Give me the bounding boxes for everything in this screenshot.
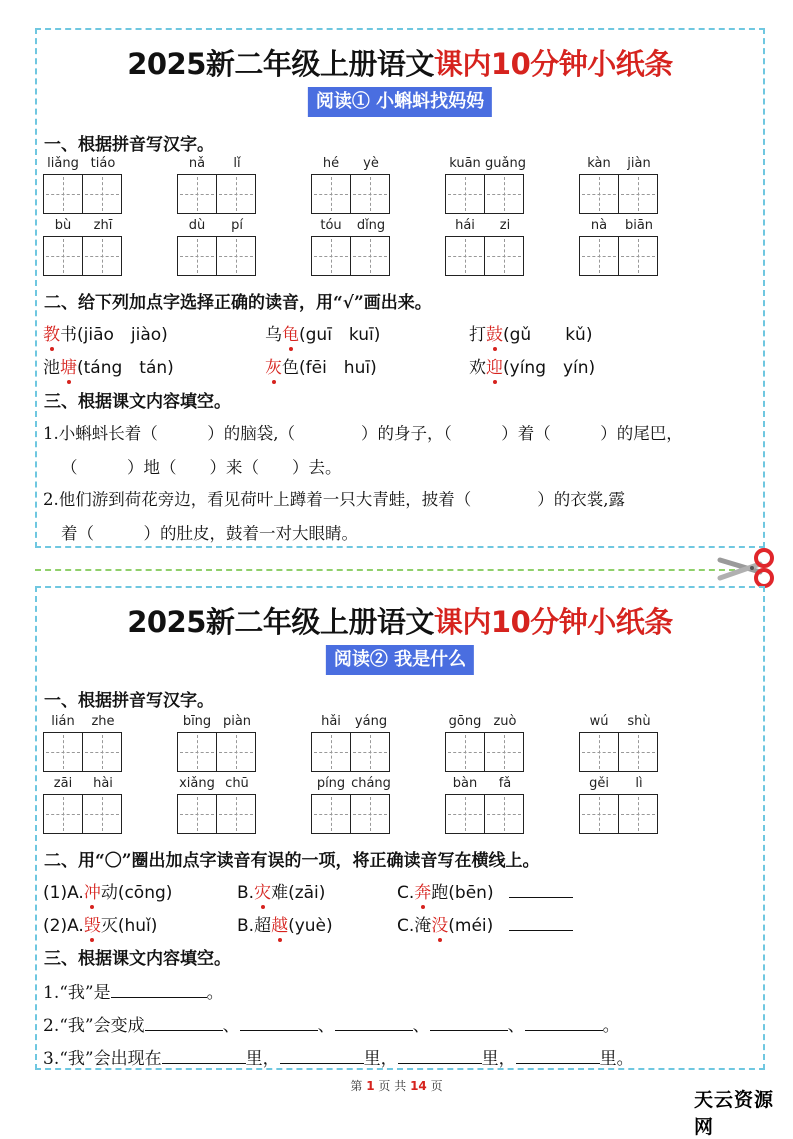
answer-blank[interactable]: [280, 1047, 364, 1064]
pinyin-writing-item: [445, 776, 525, 834]
pinyin-writing-item: [311, 714, 391, 772]
char: 欢: [469, 358, 486, 378]
card2-lesson-banner: 阅读② 我是什么: [326, 645, 474, 675]
card2-title: [37, 600, 763, 641]
pinyin-labels: [177, 714, 257, 732]
writing-box[interactable]: [350, 174, 390, 214]
writing-box[interactable]: [618, 794, 658, 834]
answer-blank[interactable]: [240, 1014, 318, 1031]
footer-text: 页: [430, 1079, 443, 1093]
pinyin-syllable: tóu: [320, 218, 342, 233]
pinyin-writing-item: [579, 776, 659, 834]
card2-section1-heading: 一、根据拼音写汉字。: [44, 691, 214, 711]
tianzige-boxes: [177, 732, 257, 772]
answer-blank[interactable]: [398, 1047, 482, 1064]
pinyin-labels: [177, 156, 257, 174]
writing-box[interactable]: [579, 732, 619, 772]
writing-box[interactable]: [350, 236, 390, 276]
writing-box[interactable]: [177, 732, 217, 772]
answer-blank[interactable]: [509, 881, 573, 898]
pinyin-syllable: biān: [624, 218, 654, 233]
pinyin-writing-item: [579, 218, 659, 276]
dotted-char: 没: [431, 916, 449, 936]
pinyin-options: (fēi huī): [299, 358, 377, 378]
pinyin-syllable: bàn: [452, 776, 478, 791]
footer-text: 第: [350, 1079, 363, 1093]
card1-title-black: 2025新二年级上册语文: [127, 47, 434, 81]
card2-section2-heading: 二、用“〇”圈出加点字读音有误的一项，将正确读音写在横线上。: [44, 851, 540, 871]
pinyin-labels: [445, 776, 525, 794]
dotted-char: 冲: [83, 883, 101, 903]
writing-box[interactable]: [311, 236, 351, 276]
pinyin-labels: [177, 218, 257, 236]
char: 打: [469, 325, 486, 345]
writing-box[interactable]: [216, 794, 256, 834]
char: 难: [271, 883, 289, 903]
tianzige-boxes: [43, 174, 123, 214]
card2-title-black: 2025新二年级上册语文: [127, 605, 434, 639]
tianzige-boxes: [177, 236, 257, 276]
pinyin-syllable: guǎng: [485, 156, 526, 171]
total-pages: 14: [410, 1079, 427, 1093]
pinyin-writing-item: [177, 156, 257, 214]
writing-box[interactable]: [177, 236, 217, 276]
dotted-char: 奔: [414, 883, 432, 903]
pinyin-syllable: gōng: [448, 714, 482, 729]
tianzige-boxes: [43, 794, 123, 834]
punct: 。: [206, 983, 224, 1003]
writing-box[interactable]: [350, 732, 390, 772]
card1-q3-line2: （ ）地（ ）来（ ）去。: [61, 458, 342, 477]
dotted-char: 龟: [282, 325, 299, 345]
card1-q3-line3: 2.他们游到荷花旁边，看见荷叶上蹲着一只大青蛙，披着（ ）的衣裳,露: [43, 490, 625, 509]
item-label: (1)A.: [43, 883, 84, 903]
punct: 。: [602, 1016, 620, 1036]
pinyin-writing-item: [177, 218, 257, 276]
pinyin-syllable: lì: [635, 776, 643, 791]
tianzige-boxes: [445, 236, 525, 276]
page-footer: [0, 1077, 793, 1094]
pinyin-syllable: píng: [316, 776, 346, 791]
answer-blank[interactable]: [162, 1047, 246, 1064]
writing-box[interactable]: [177, 174, 217, 214]
char: 跑: [431, 883, 449, 903]
card2-q2-row2-b: [237, 911, 333, 936]
card1-q2-item: [265, 353, 377, 378]
question-text: 2.“我”会变成: [43, 1016, 145, 1036]
pinyin-options: (táng tán): [77, 358, 174, 378]
char: 淹: [414, 916, 432, 936]
pinyin-labels: [445, 156, 525, 174]
pinyin-syllable: nǎ: [188, 156, 206, 171]
card1-q2-item: [469, 320, 592, 345]
item-label: C.: [397, 916, 415, 936]
pinyin-labels: [43, 776, 123, 794]
tianzige-boxes: [43, 732, 123, 772]
writing-box[interactable]: [484, 174, 524, 214]
pinyin-writing-item: [311, 776, 391, 834]
scissors-icon: [716, 548, 778, 588]
pinyin: (bēn): [448, 883, 494, 903]
card1-section2-heading: 二、给下列加点字选择正确的读音，用“√”画出来。: [44, 293, 432, 313]
tianzige-boxes: [579, 174, 659, 214]
pinyin-writing-item: [311, 218, 391, 276]
pinyin-syllable: gěi: [589, 776, 609, 791]
writing-box[interactable]: [579, 236, 619, 276]
card1-lesson-banner: 阅读① 小蝌蚪找妈妈: [308, 87, 492, 117]
writing-box[interactable]: [445, 174, 485, 214]
pinyin-syllable: chū: [225, 776, 249, 791]
pinyin-writing-item: [445, 714, 525, 772]
pinyin-syllable: lián: [51, 714, 75, 729]
card1-q2-item: [469, 353, 595, 378]
pinyin-labels: [311, 218, 391, 236]
pinyin-writing-item: [43, 156, 123, 214]
writing-box[interactable]: [43, 732, 83, 772]
writing-box[interactable]: [350, 794, 390, 834]
answer-blank[interactable]: [335, 1014, 413, 1031]
answer-blank[interactable]: [509, 914, 573, 931]
writing-box[interactable]: [177, 794, 217, 834]
pinyin: (zāi): [288, 883, 326, 903]
pinyin-syllable: yáng: [354, 714, 388, 729]
pinyin-syllable: lǐ: [233, 156, 241, 171]
pinyin-writing-item: [445, 156, 525, 214]
pinyin-syllable: tiáo: [90, 156, 116, 171]
card1-section1-heading: 一、根据拼音写汉字。: [44, 135, 214, 155]
card2-q2-row1-b: [237, 878, 325, 903]
pinyin-labels: [579, 218, 659, 236]
question-text: 3.“我”会出现在: [43, 1049, 162, 1069]
footer-text: 页 共: [378, 1079, 407, 1093]
pinyin-writing-item: [43, 776, 123, 834]
pinyin-labels: [311, 714, 391, 732]
card1-title: [37, 42, 763, 83]
char: 灭: [100, 916, 118, 936]
punct: 、: [412, 1016, 430, 1036]
dotted-char: 灰: [265, 358, 282, 378]
pinyin-syllable: dǐng: [356, 218, 386, 233]
writing-box[interactable]: [579, 794, 619, 834]
answer-blank[interactable]: [525, 1014, 603, 1031]
writing-box[interactable]: [43, 174, 83, 214]
dotted-char: 教: [43, 325, 60, 345]
writing-box[interactable]: [43, 794, 83, 834]
worksheet-card-1: [35, 28, 765, 548]
worksheet-card-2: [35, 586, 765, 1070]
answer-blank[interactable]: [111, 981, 207, 998]
card2-q3-line2: [43, 1011, 620, 1036]
card1-section3-heading: 三、根据课文内容填空。: [44, 392, 231, 412]
pinyin-syllable: liǎng: [47, 156, 79, 171]
tianzige-boxes: [311, 174, 391, 214]
char: 书: [60, 325, 77, 345]
pinyin-writing-item: [43, 714, 123, 772]
pinyin-writing-item: [177, 714, 257, 772]
pinyin-labels: [579, 776, 659, 794]
writing-box[interactable]: [216, 732, 256, 772]
pinyin-syllable: zuò: [493, 714, 517, 729]
pinyin-writing-item: [43, 218, 123, 276]
writing-box[interactable]: [445, 732, 485, 772]
pinyin-labels: [579, 156, 659, 174]
page-number: 1: [366, 1079, 375, 1093]
dotted-char: 塘: [60, 358, 77, 378]
punct: 、: [317, 1016, 335, 1036]
answer-blank[interactable]: [516, 1047, 600, 1064]
writing-box[interactable]: [216, 236, 256, 276]
pinyin-writing-item: [311, 156, 391, 214]
pinyin-labels: [445, 714, 525, 732]
tianzige-boxes: [311, 732, 391, 772]
writing-box[interactable]: [82, 174, 122, 214]
char: 池: [43, 358, 60, 378]
card1-q2-item: [43, 320, 168, 345]
pinyin-labels: [445, 218, 525, 236]
pinyin-labels: [579, 714, 659, 732]
writing-box[interactable]: [311, 794, 351, 834]
writing-box[interactable]: [579, 174, 619, 214]
tianzige-boxes: [311, 236, 391, 276]
writing-box[interactable]: [484, 794, 524, 834]
dotted-char: 鼓: [486, 325, 503, 345]
pinyin-syllable: dù: [188, 218, 206, 233]
char: 超: [254, 916, 272, 936]
item-label: C.: [397, 883, 415, 903]
writing-box[interactable]: [618, 174, 658, 214]
pinyin-syllable: fǎ: [498, 776, 512, 791]
card2-title-red: 课内10分钟小纸条: [433, 605, 673, 639]
dotted-char: 迎: [486, 358, 503, 378]
writing-box[interactable]: [311, 174, 351, 214]
writing-box[interactable]: [82, 794, 122, 834]
punct: 里，: [481, 1049, 516, 1069]
pinyin-syllable: hé: [322, 156, 340, 171]
item-label: (2)A.: [43, 916, 84, 936]
writing-box[interactable]: [216, 174, 256, 214]
writing-box[interactable]: [82, 732, 122, 772]
tianzige-boxes: [177, 794, 257, 834]
cut-line: [35, 569, 735, 571]
card2-q2-row1-c: [397, 878, 573, 903]
pinyin-syllable: cháng: [351, 776, 391, 791]
pinyin-labels: [177, 776, 257, 794]
pinyin-syllable: kuān: [449, 156, 481, 171]
pinyin-labels: [311, 156, 391, 174]
pinyin-syllable: pí: [231, 218, 243, 233]
pinyin-syllable: piàn: [222, 714, 252, 729]
pinyin-syllable: bīng: [182, 714, 212, 729]
pinyin-syllable: yè: [363, 156, 379, 171]
pinyin-labels: [43, 218, 123, 236]
punct: 、: [507, 1016, 525, 1036]
dotted-char: 毁: [83, 916, 101, 936]
pinyin-syllable: xiǎng: [179, 776, 215, 791]
card1-q2-item: [43, 353, 174, 378]
card2-q2-row2-c: [397, 911, 573, 936]
tianzige-boxes: [579, 794, 659, 834]
writing-box[interactable]: [618, 236, 658, 276]
card2-q3-line1: [43, 978, 224, 1003]
writing-box[interactable]: [82, 236, 122, 276]
tianzige-boxes: [579, 236, 659, 276]
writing-box[interactable]: [484, 236, 524, 276]
answer-blank[interactable]: [430, 1014, 508, 1031]
pinyin-syllable: zhe: [91, 714, 115, 729]
punct: 、: [222, 1016, 240, 1036]
writing-box[interactable]: [618, 732, 658, 772]
writing-box[interactable]: [445, 236, 485, 276]
item-label: B.: [237, 883, 255, 903]
tianzige-boxes: [43, 236, 123, 276]
pinyin-syllable: hǎi: [321, 714, 341, 729]
writing-box[interactable]: [311, 732, 351, 772]
pinyin-options: (guī kuī): [299, 325, 381, 345]
dotted-char: 越: [271, 916, 289, 936]
pinyin-syllable: zhī: [93, 218, 113, 233]
pinyin-syllable: kàn: [587, 156, 611, 171]
card1-q3-line1: 1.小蝌蚪长着（ ）的脑袋,（ ）的身子，（ ）着（ ）的尾巴，: [43, 424, 683, 443]
punct: 里，: [363, 1049, 398, 1069]
pinyin-syllable: wú: [589, 714, 609, 729]
pinyin-writing-item: [177, 776, 257, 834]
tianzige-boxes: [579, 732, 659, 772]
pinyin-syllable: zāi: [53, 776, 73, 791]
tianzige-boxes: [445, 794, 525, 834]
question-text: 1.“我”是: [43, 983, 111, 1003]
pinyin-syllable: hài: [93, 776, 113, 791]
pinyin-options: (gǔ kǔ): [503, 325, 593, 345]
pinyin-labels: [43, 714, 123, 732]
card2-section3-heading: 三、根据课文内容填空。: [44, 949, 231, 969]
tianzige-boxes: [177, 174, 257, 214]
pinyin-writing-item: [579, 156, 659, 214]
card2-q2-row1: [43, 878, 172, 903]
writing-box[interactable]: [484, 732, 524, 772]
pinyin-options: (yíng yín): [503, 358, 596, 378]
pinyin-syllable: nà: [590, 218, 608, 233]
pinyin-writing-item: [445, 218, 525, 276]
card2-q3-line3: [43, 1044, 634, 1069]
pinyin-syllable: shù: [627, 714, 651, 729]
card1-title-red: 课内10分钟小纸条: [433, 47, 673, 81]
dotted-char: 灾: [254, 883, 272, 903]
answer-blank[interactable]: [145, 1014, 223, 1031]
writing-box[interactable]: [445, 794, 485, 834]
pinyin-labels: [311, 776, 391, 794]
card1-q2-item: [265, 320, 380, 345]
writing-box[interactable]: [43, 236, 83, 276]
site-logo: 天云资源网: [694, 1089, 775, 1138]
pinyin-syllable: jiàn: [627, 156, 651, 171]
item-label: B.: [237, 916, 255, 936]
punct: 里。: [599, 1049, 634, 1069]
pinyin: (cōng): [117, 883, 173, 903]
pinyin: (yuè): [288, 916, 333, 936]
tianzige-boxes: [445, 174, 525, 214]
card2-q2-row2: [43, 911, 157, 936]
pinyin-syllable: zi: [499, 218, 511, 233]
pinyin-syllable: hái: [455, 218, 475, 233]
tianzige-boxes: [445, 732, 525, 772]
pinyin: (méi): [448, 916, 494, 936]
pinyin-syllable: bù: [54, 218, 72, 233]
punct: 里，: [245, 1049, 280, 1069]
pinyin-labels: [43, 156, 123, 174]
pinyin: (huǐ): [117, 916, 158, 936]
char: 色: [282, 358, 299, 378]
char: 乌: [265, 325, 282, 345]
pinyin-options: (jiāo jiào): [77, 325, 168, 345]
char: 动: [100, 883, 118, 903]
card1-q3-line4: 着（ ）的肚皮，鼓着一对大眼睛。: [61, 524, 358, 543]
tianzige-boxes: [311, 794, 391, 834]
pinyin-writing-item: [579, 714, 659, 772]
